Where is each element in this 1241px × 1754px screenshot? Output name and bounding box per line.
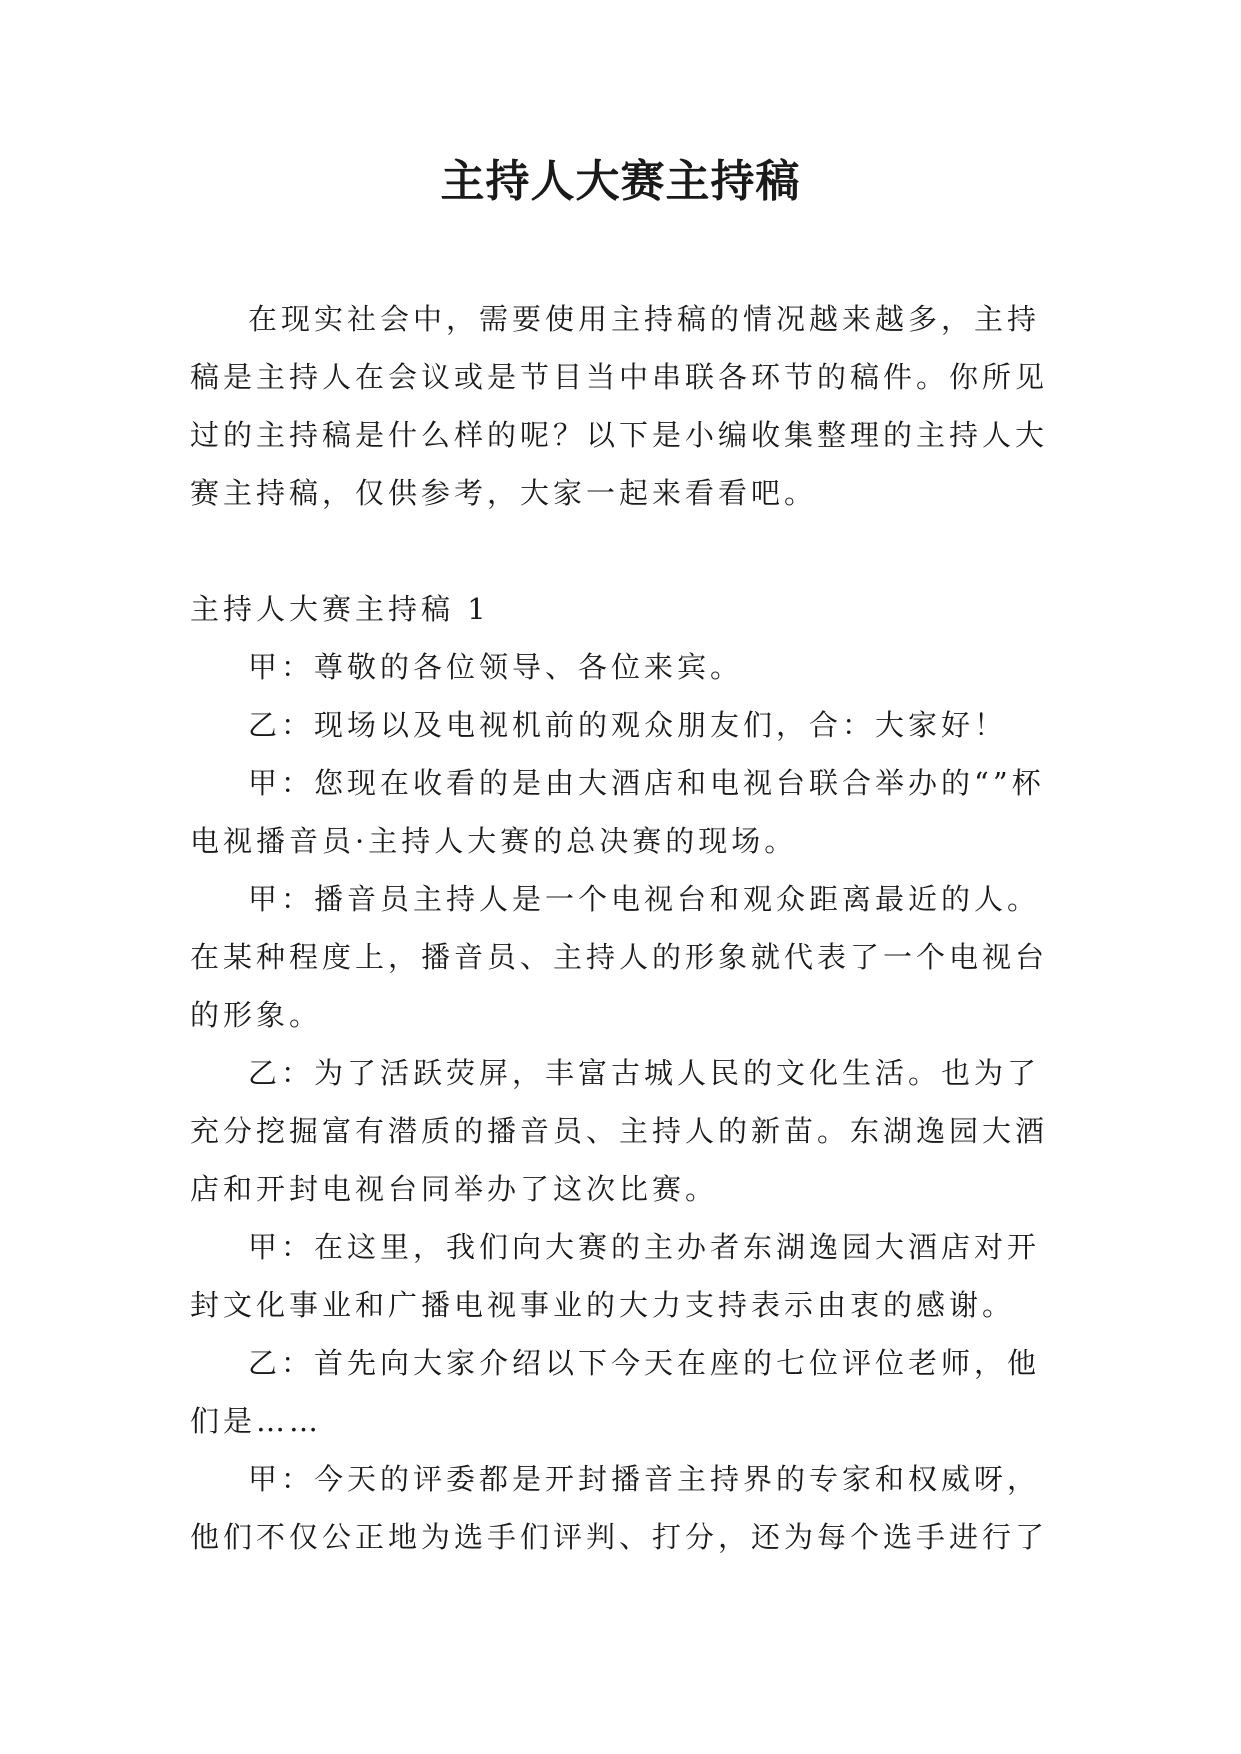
document-body (190, 290, 1050, 1566)
dialogue-paragraph: 乙：首先向大家介绍以下今天在座的七位评位老师，他们是…… (190, 1346, 1041, 1438)
dialogue-paragraph: 乙：现场以及电视机前的观众朋友们，合：大家好！ (248, 708, 1008, 742)
intro-paragraph: 在现实社会中，需要使用主持稿的情况越来越多，主持稿是主持人在会议或是节目当中串联各环节的稿件。你所见过的主持稿是什么样的呢？以下是小编收集整理的主持人大赛主持稿，仅供参考，大家一起来看看吧。 (190, 302, 1049, 510)
dialogue-paragraph: 乙：为了活跃荧屏，丰富古城人民的文化生活。也为了充分挖掘富有潜质的播音员、主持人的新苗。东湖逸园大酒店和开封电视台同举办了这次比赛。 (190, 1056, 1049, 1206)
paragraph-spacer (190, 522, 1050, 580)
document-title: 主持人大赛主持稿 (440, 156, 801, 207)
dialogue-paragraph: 甲：在这里，我们向大赛的主办者东湖逸园大酒店对开封文化事业和广播电视事业的大力支持表示由衷的感谢。 (190, 1230, 1041, 1322)
dialogue-paragraph: 甲：今天的评委都是开封播音主持界的专家和权威呀，他们不仅公正地为选手们评判、打分，还为每个选手进行了 (190, 1462, 1049, 1554)
dialogue-paragraph: 甲：尊敬的各位领导、各位来宾。 (248, 650, 744, 684)
section-heading: 主持人大赛主持稿 1 (190, 592, 490, 626)
dialogue-paragraph: 甲：播音员主持人是一个电视台和观众距离最近的人。在某种程度上，播音员、主持人的形象就代表了一个电视台的形象。 (190, 882, 1049, 1032)
dialogue-paragraph: 甲：您现在收看的是由大酒店和电视台联合举办的“”杯电视播音员·主持人大赛的总决赛的现场。 (190, 766, 1045, 858)
